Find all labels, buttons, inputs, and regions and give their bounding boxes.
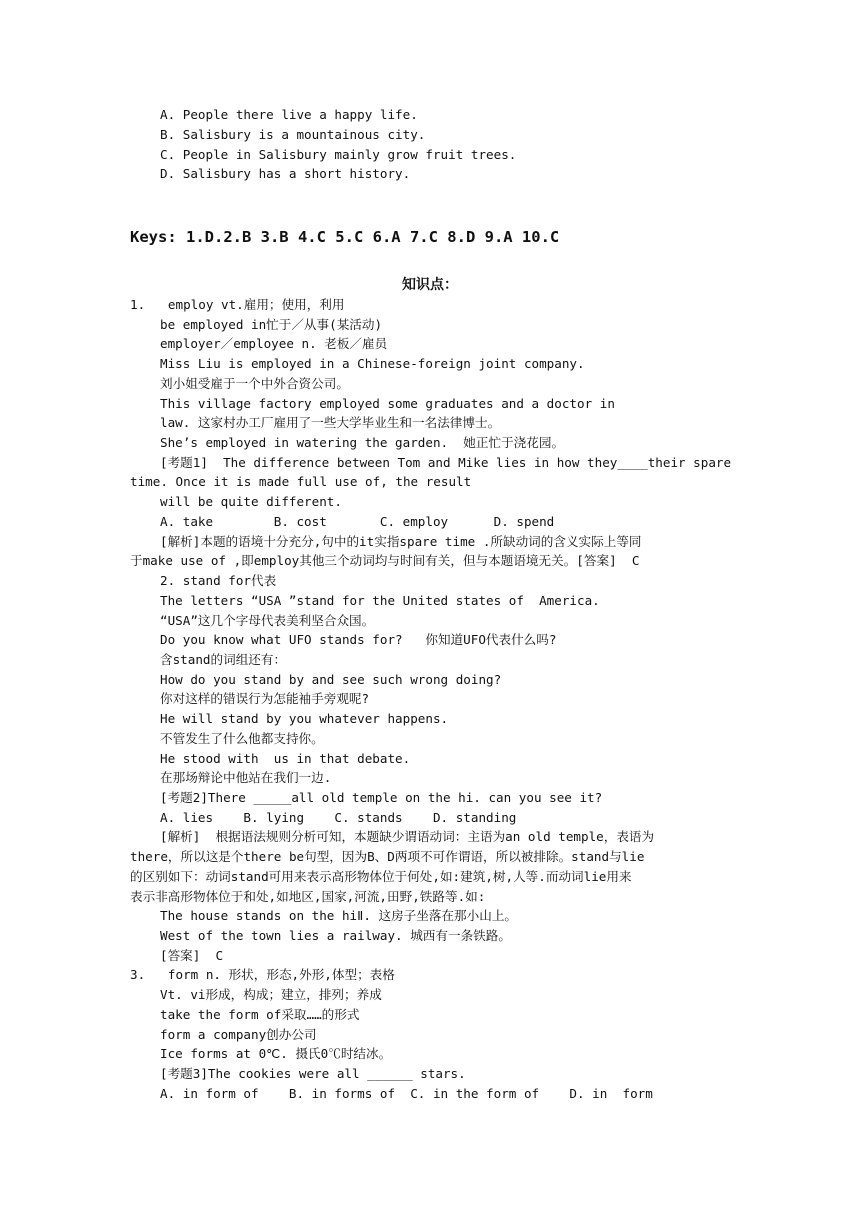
- note-line: [解析] 根据语法规则分析可知，本题缺少谓语动词：主语为an old temple，表语为: [160, 829, 655, 845]
- note-line: time. Once it is made full use of, the result: [130, 474, 472, 490]
- note-line: law. 这家村办工厂雇用了一些大学毕业生和一名法律博士。: [160, 415, 501, 431]
- note-line: 2. stand for代表: [160, 573, 277, 589]
- note-line: Miss Liu is employed in a Chinese-foreign joint company.: [160, 356, 585, 372]
- note-line: The house stands on the hiⅡ. 这房子坐落在那小山上。: [160, 908, 518, 924]
- note-line: [答案] C: [160, 947, 224, 963]
- note-line: 于make use of ,即employ其他三个动词均与时间有关，但与本题语境无关。[答案] C: [130, 553, 640, 569]
- note-line: form a company创办公司: [160, 1026, 317, 1042]
- note-line: 你对这样的错误行为怎能袖手旁观呢?: [160, 691, 370, 707]
- note-line: Ice forms at 0℃. 摄氏0℃时结冰。: [160, 1046, 392, 1062]
- note-line: [考题2]There _____all old temple on the hi. can you see it?: [160, 790, 603, 805]
- note-line: [解析]本题的语境十分充分,句中的it实指spare time .所缺动词的含义实际上等同: [160, 533, 642, 549]
- note-line: 刘小姐受雇于一个中外合资公司。: [160, 375, 349, 391]
- note-line: Do you know what UFO stands for? 你知道UFO代表什么吗?: [160, 632, 557, 648]
- option-line: D. Salisbury has a short history.: [160, 166, 411, 182]
- note-line: This village factory employed some graduates and a doctor in: [160, 395, 615, 411]
- note-line: 表示非高形物体位于和处,如地区,国家,河流,田野,铁路等.如:: [130, 888, 486, 904]
- note-line: A. in form of B. in forms of C. in the form of D. in form: [160, 1085, 653, 1101]
- note-line: [考题1] The difference between Tom and Mike lies in how they____their spare: [160, 454, 732, 470]
- note-line: 的区别如下：动词stand可用来表示高形物体位于何处,如:建筑,树,人等.而动词lie用来: [130, 868, 632, 884]
- note-line: A. lies B. lying C. stands D. standing: [160, 809, 517, 825]
- note-line: “USA”这几个字母代表美利坚合众国。: [160, 612, 375, 628]
- note-line: will be quite different.: [160, 494, 342, 510]
- note-line: He will stand by you whatever happens.: [160, 711, 449, 727]
- note-line: The letters “USA ”stand for the United states of America.: [160, 592, 600, 608]
- note-line: 3. form n. 形状，形态,外形,体型；表格: [130, 967, 395, 983]
- note-line: 不管发生了什么他都支持你。: [160, 730, 324, 746]
- section-heading: 知识点：: [402, 277, 458, 293]
- note-line: [考题3]The cookies were all ______ stars.: [160, 1066, 466, 1082]
- note-line: He stood with us in that debate.: [160, 750, 411, 766]
- note-line: 1. employ vt.雇用；使用，利用: [130, 297, 345, 312]
- note-line: there，所以这是个there be句型，因为B、D两项不可作谓语，所以被排除。stand与lie: [130, 849, 645, 865]
- note-line: She’s employed in watering the garden. 她正忙于浇花园。: [160, 435, 565, 451]
- note-line: 在那场辩论中他站在我们一边.: [160, 770, 332, 786]
- note-line: How do you stand by and see such wrong doing?: [160, 671, 502, 687]
- answer-keys: Keys: 1.D.2.B 3.B 4.C 5.C 6.A 7.C 8.D 9.A 10.C: [130, 228, 560, 246]
- note-line: A. take B. cost C. employ D. spend: [160, 513, 555, 529]
- option-line: A. People there live a happy life.: [160, 107, 418, 122]
- note-line: employer／employee n. 老板／雇员: [160, 336, 388, 352]
- note-line: Vt. vi形成，构成；建立，排列；养成: [160, 987, 382, 1003]
- note-line: West of the town lies a railway. 城西有一条铁路。: [160, 928, 511, 944]
- note-line: be employed in忙于／从事(某活动): [160, 316, 383, 332]
- note-line: take the form of采取……的形式: [160, 1006, 360, 1022]
- note-line: 含stand的词组还有：: [160, 651, 287, 667]
- option-line: C. People in Salisbury mainly grow fruit trees.: [160, 146, 517, 162]
- option-line: B. Salisbury is a mountainous city.: [160, 126, 426, 142]
